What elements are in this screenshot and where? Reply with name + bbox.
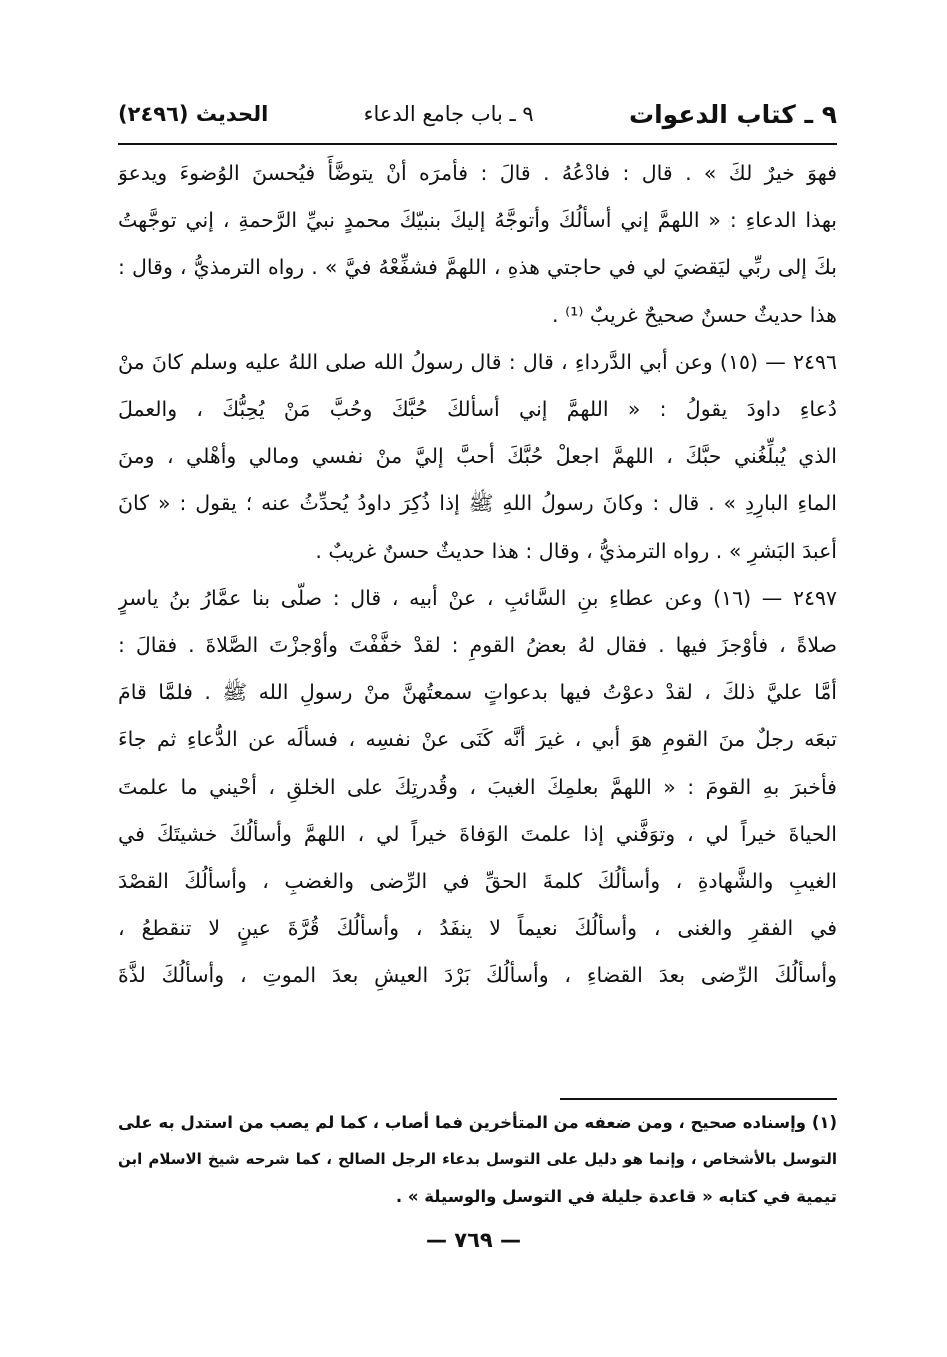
page-number: — ٧٦٩ — — [425, 1228, 522, 1252]
text-line: أمَّا عليَّ ذلكَ ، لقدْ دعوْتُ فيها بدعواتٍ سمعتُهنَّ منْ رسولِ الله ﷺ . فلمَّا قامَ — [118, 680, 837, 705]
text-line: صلاةً ، فأوْجزَ فيها . فقال لهُ بعضُ القومِ : لقدْ خفَّفْتَ وأوْجزْتَ الصَّلاةَ . فقالَ : — [118, 633, 837, 658]
text-line: بكَ إلى ربِّي ليَقضيَ لي في حاجتي هذهِ ، اللهمَّ فشفِّعْهُ فيَّ » . رواه الترمذيُّ ، وقال : — [118, 255, 837, 280]
text-line: الماءِ البارِدِ » . قال : وكانَ رسولُ اللهِ ﷺ إذا ذُكِرَ داودُ يُحدِّثُ عنه ؛ يقول : « كانَ — [118, 491, 837, 516]
header-rule — [118, 143, 837, 145]
footnote-line: التوسل بالأشخاص ، وإنما هو دليل على التوسل بدعاء الرجل الصالح ، كما شرحه شيخ الاسلام ابن — [118, 1150, 837, 1168]
text-line: الذي يُبلِّغُني حبَّكَ ، اللهمَّ اجعلْ حُبَّكَ أحبَّ إليَّ منْ نفسي ومالي وأهْلي ، ومنَ — [118, 444, 837, 469]
hadith-start-line: ٢٤٩٧ — (١٦) وعن عطاءِ بنِ السَّائبِ ، عنْ أبيه ، قال : صلّى بنا عمَّارُ بنُ ياسرٍ — [118, 585, 837, 610]
footnotes — [118, 1104, 837, 1215]
text-line: دُعاءِ داودَ يقولُ : « اللهمَّ إني أسألكَ حُبَّكَ وحُبَّ مَنْ يُحِبُّكَ ، والعملَ — [118, 397, 837, 422]
text-line: هذا حديثٌ حسنٌ صحيحٌ غريبٌ ⁽¹⁾ . — [552, 302, 837, 327]
text-line: بهذا الدعاءِ : « اللهمَّ إني أسألُكَ وأتوجَّهُ إليكَ بنبيّكَ محمدٍ نبيِّ الرَّحمةِ ، إني توجَّهتُ — [118, 208, 837, 233]
text-line: وأسألُكَ الرِّضى بعدَ القضاءِ ، وأسألُكَ بَرْدَ العيشِ بعدَ الموتِ ، وأسألُكَ لذَّةَ — [118, 963, 837, 988]
text-line: الحياةَ خيراً لي ، وتوَفَّني إذا علمتَ الوَفاةَ خيراً لي ، اللهمَّ وأسألُكَ خشيتَكَ في — [118, 821, 837, 846]
chapter-title: ٩ ـ باب جامع الدعاء — [363, 102, 534, 126]
footnote-rule — [560, 1098, 837, 1100]
main-text — [118, 150, 837, 1000]
footnote-line: تيمية في كتابه « قاعدة جليلة في التوسل والوسيلة » . — [395, 1187, 837, 1206]
text-line: في الفقرِ والغنى ، وأسألُكَ نعيماً لا ينفَدُ ، وأسألُكَ قُرَّةَ عينٍ لا تنقطعُ ، — [118, 916, 837, 941]
text-line: فأخبرَ بهِ القومَ : « اللهمَّ بعلمِكَ الغيبَ ، وقُدرتِكَ على الخلقِ ، أحْيني ما علمتَ — [118, 774, 837, 799]
hadith-range: الحديث (٢٤٩٦) — [118, 102, 269, 126]
text-line: تبعَه رجلٌ منَ القومِ هوَ أبي ، غيرَ أنَّه كَنَى عنْ نفسِه ، فسألَه عن الدُّعاءِ ثم جاءَ — [118, 727, 837, 752]
hadith-start-line: ٢٤٩٦ — (١٥) وعن أبي الدَّرداءِ ، قال : قال رسولُ الله صلى اللهُ عليه وسلم كانَ منْ — [118, 349, 837, 374]
book-title: ٩ ـ كتاب الدعوات — [628, 99, 837, 129]
footnote-line: (١) وإسناده صحيح ، ومن ضعفه من المتأخرين فما أصاب ، كما لم يصب من استدل به على — [118, 1113, 837, 1132]
text-line: الغيبِ والشَّهادةِ ، وأسألُكَ كلمةَ الحقِّ في الرِّضى والغضبِ ، وأسألُكَ القصْدَ — [118, 869, 837, 894]
text-line: فهوَ خيرٌ لكَ » . قال : فادْعُهُ . قالَ : فأمرَه أنْ يتوضَّأَ فيُحسنَ الوُضوءَ ويدعوَ — [118, 161, 837, 185]
text-line: أعبدَ البَشرِ » . رواه الترمذيُّ ، وقال : هذا حديثٌ حسنٌ غريبٌ . — [315, 538, 837, 563]
running-header — [118, 92, 837, 136]
